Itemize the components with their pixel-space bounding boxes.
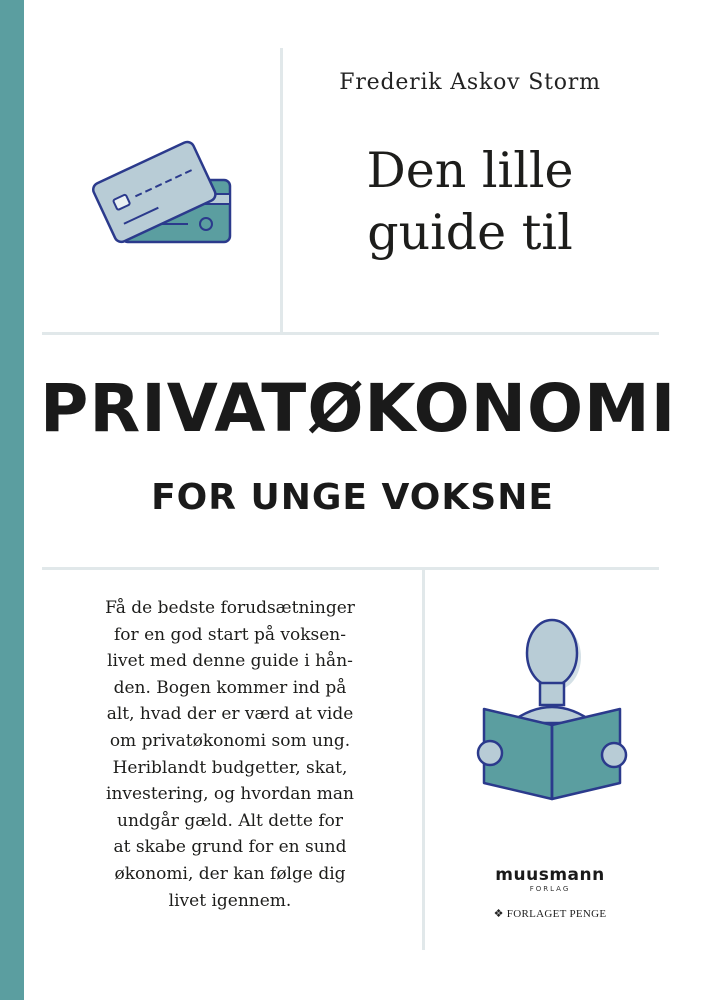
blurb-line: Heriblandt budgetter, skat,	[112, 757, 348, 778]
blurb-line: livet igennem.	[168, 890, 292, 911]
divider-horizontal-middle	[42, 567, 659, 570]
blurb-line: Få de bedste forudsætninger	[105, 598, 355, 618]
title-intro	[300, 140, 640, 264]
blurb-line: at skabe grund for en sund	[113, 837, 347, 858]
blurb-line: for en god start på voksen-	[114, 624, 346, 645]
blurb-line: undgår gæld. Alt dette for	[117, 810, 343, 831]
publisher-logo-sub: FORLAG	[529, 885, 571, 893]
blurb-line: den. Bogen kommer ind på	[113, 677, 347, 698]
subtitle: FOR UNGE VOKSNE	[151, 477, 554, 518]
credit-cards-icon	[88, 128, 238, 253]
publisher-logo: muusmann	[495, 865, 605, 885]
cover-spine-stripe	[0, 0, 24, 1000]
divider-vertical-top	[280, 48, 283, 333]
blurb-text	[50, 595, 410, 914]
blurb-line: livet med denne guide i hån-	[107, 651, 353, 672]
title-intro-line: guide til	[367, 204, 573, 261]
blurb-line: alt, hvad der er værd at vide	[106, 704, 354, 725]
title-intro-line: Den lille	[366, 142, 574, 199]
imprint-mark-icon: ❖	[493, 908, 504, 920]
blurb-line: investering, og hvordan man	[106, 784, 354, 805]
main-title: PRIVATØKONOMI	[40, 370, 677, 447]
blurb-line: økonomi, der kan følge dig	[114, 863, 346, 884]
imprint-name: FORLAGET PENGE	[506, 908, 607, 920]
divider-horizontal-top	[42, 332, 659, 335]
person-reading-icon	[470, 615, 630, 810]
blurb-line: om privatøkonomi som ung.	[109, 730, 351, 751]
divider-vertical-bottom	[422, 568, 425, 950]
imprint-logo	[466, 907, 634, 920]
author-name: Frederik Askov Storm	[339, 70, 601, 95]
